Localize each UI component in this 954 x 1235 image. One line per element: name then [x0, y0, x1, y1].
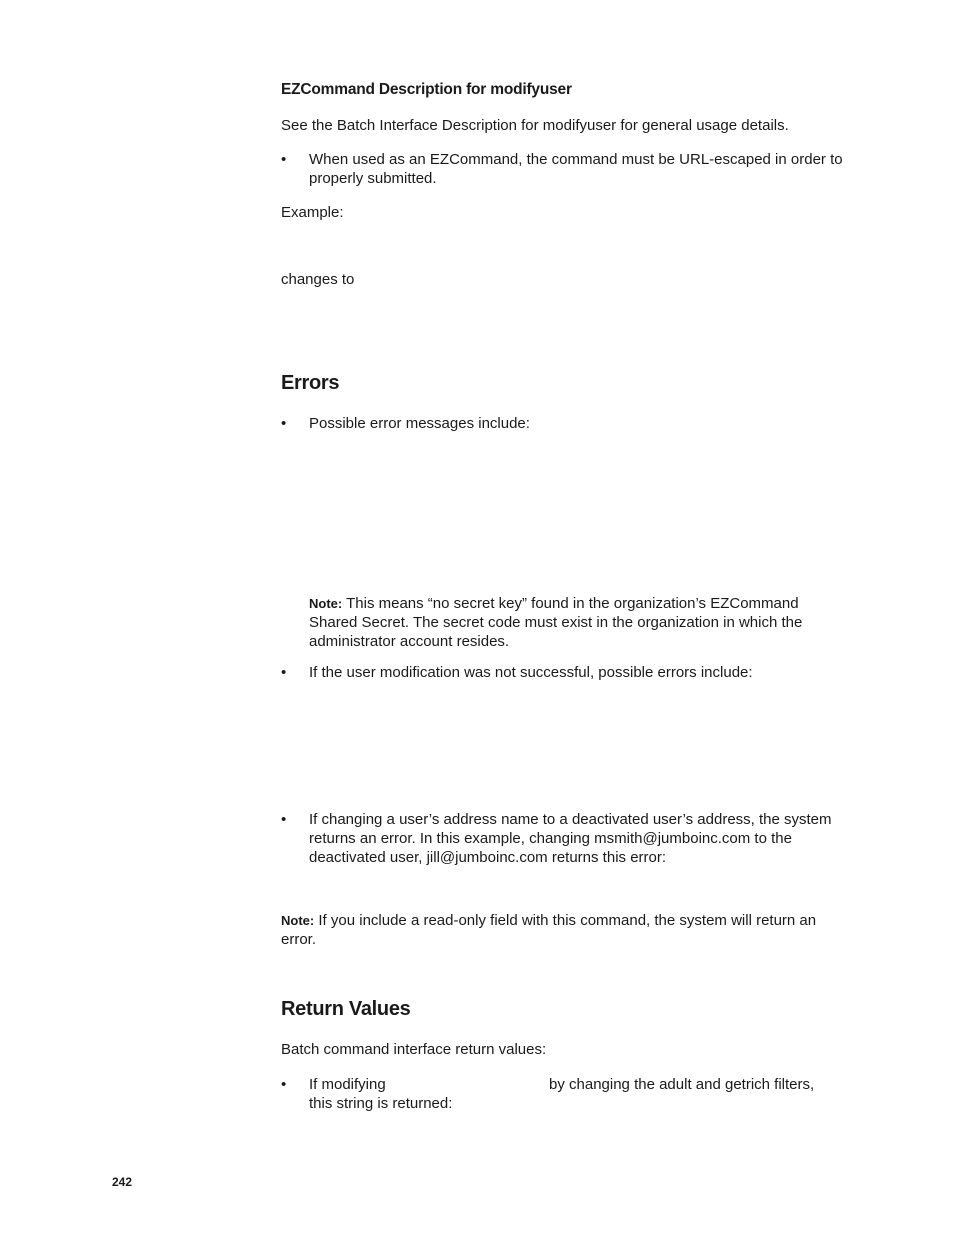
errors-note-2 — [281, 911, 846, 949]
errors-bullet-3-mark: • — [281, 811, 287, 828]
errors-bullet-1-mark: • — [281, 415, 287, 432]
ezcommand-bullet-text: When used as an EZCommand, the command must be URL-escaped in order to properly submitted. — [309, 151, 843, 187]
errors-bullet-2-mark: • — [281, 664, 287, 681]
errors-bullet-2-text: If the user modification was not successful, possible errors include: — [309, 664, 753, 681]
errors-note-1 — [309, 594, 844, 651]
note-text: If you include a read-only field with this command, the system will return an error. — [281, 912, 817, 948]
return-values-bullet-part-1: If modifying — [309, 1076, 386, 1093]
ezcommand-heading: EZCommand Description for modifyuser — [281, 81, 572, 98]
note-text: This means “no secret key” found in the organization’s EZCommand Shared Secret. The secret code must exist in the organization in which the administrator account resides. — [309, 595, 803, 650]
return-values-heading: Return Values — [281, 998, 411, 1020]
return-values-intro: Batch command interface return values: — [281, 1041, 547, 1058]
return-values-bullet-part-3: this string is returned: — [309, 1095, 453, 1112]
changes-to-label: changes to — [281, 271, 355, 288]
page-number: 242 — [112, 1175, 133, 1189]
note-label: Note: — [281, 913, 315, 928]
ezcommand-intro: See the Batch Interface Description for modifyuser for general usage details. — [281, 117, 789, 134]
errors-bullet-1-text: Possible error messages include: — [309, 415, 530, 432]
note-label: Note: — [309, 596, 343, 611]
errors-heading: Errors — [281, 372, 340, 394]
return-values-bullet-part-2: by changing the adult and getrich filters, — [549, 1076, 815, 1093]
errors-bullet-3-text: If changing a user’s address name to a deactivated user’s address, the system returns an error. In this example, changing msmith@jumboinc.com to the deactivated user, jill@jumboinc.com returns this error: — [309, 811, 832, 866]
example-label: Example: — [281, 204, 344, 221]
return-values-bullet-mark: • — [281, 1076, 287, 1093]
ezcommand-bullet-mark: • — [281, 151, 287, 168]
